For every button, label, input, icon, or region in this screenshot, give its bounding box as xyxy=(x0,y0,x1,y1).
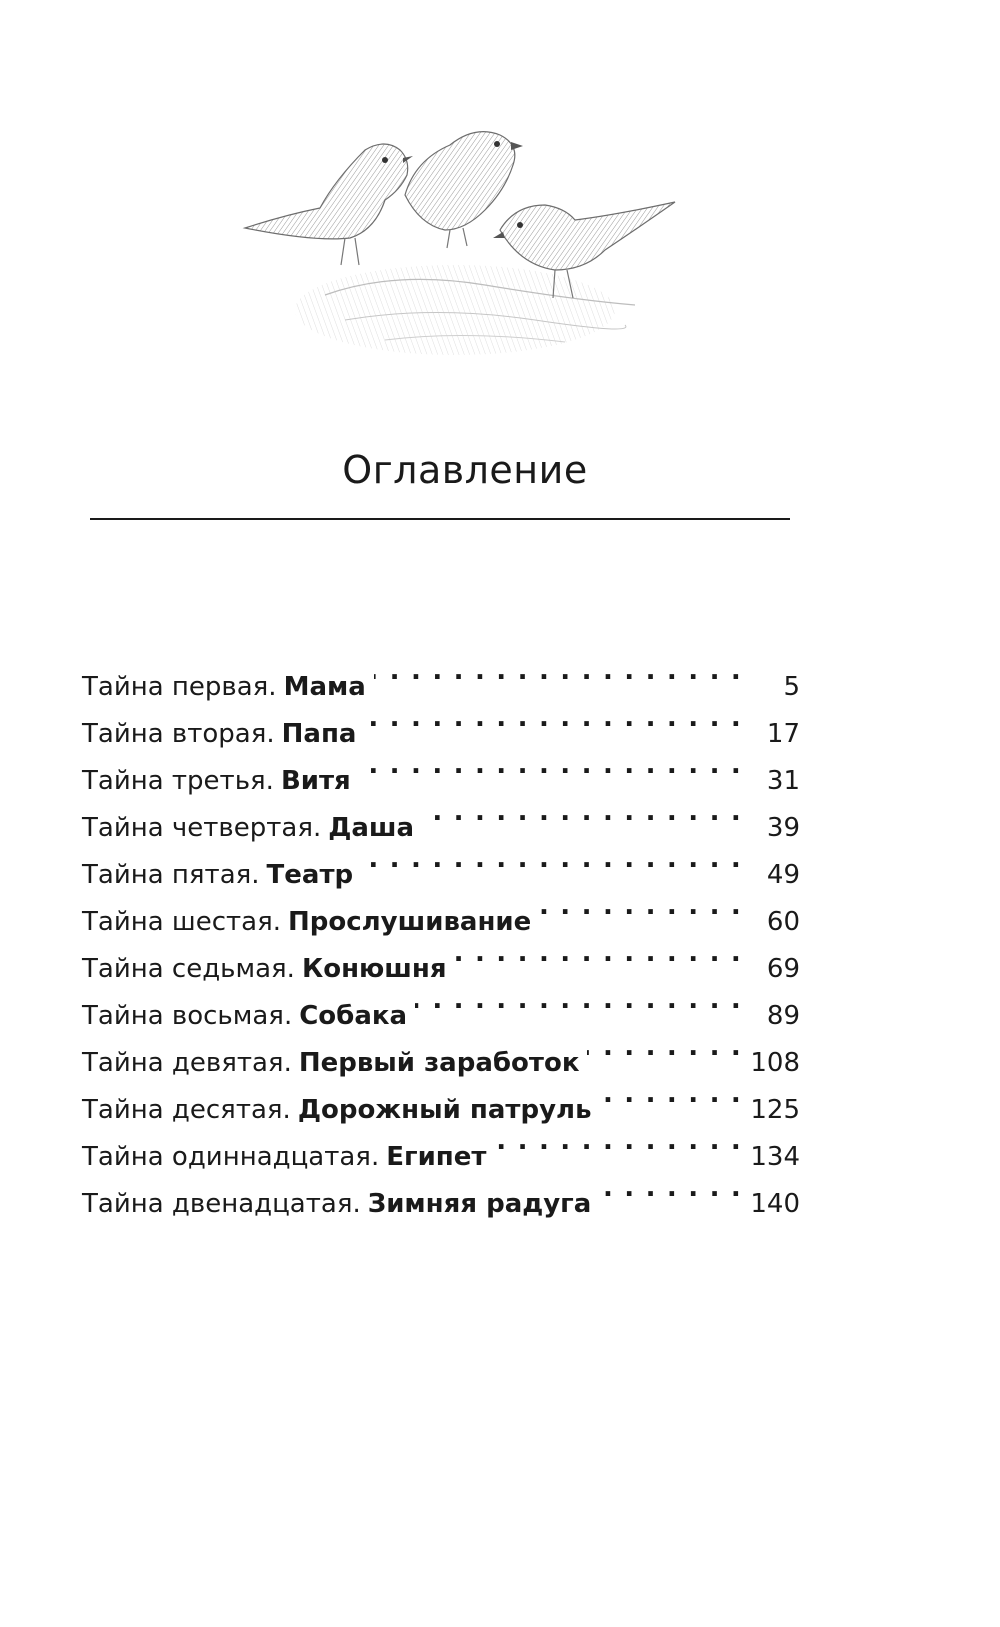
toc-entry-prefix: Тайна девятая. xyxy=(82,1048,292,1078)
toc-entry-page: 17 xyxy=(766,719,800,749)
toc-entry-title: Египет xyxy=(386,1142,487,1172)
toc-entry-title: Папа xyxy=(281,719,357,749)
toc-entry-page: 31 xyxy=(766,766,800,796)
toc-entry-prefix: Тайна десятая. xyxy=(82,1095,291,1125)
toc-entry-title: Мама xyxy=(283,672,366,702)
toc-entry-prefix: Тайна третья. xyxy=(82,766,274,796)
toc-entry-title: Дорожный патруль xyxy=(297,1095,592,1125)
toc-entry-page: 89 xyxy=(766,1001,800,1031)
toc-entry-title: Даша xyxy=(328,813,415,843)
toc-dot-leader xyxy=(599,1165,742,1212)
toc-entry-title: Прослушивание xyxy=(287,907,532,937)
toc-entry-prefix: Тайна одиннадцатая. xyxy=(82,1142,380,1172)
toc-entry-prefix: Тайна двенадцатая. xyxy=(82,1189,361,1219)
toc-entry-prefix: Тайна пятая. xyxy=(82,860,260,890)
toc-entry-title: Конюшня xyxy=(301,954,447,984)
toc-entry-title: Витя xyxy=(280,766,351,796)
toc-dot-leader xyxy=(422,789,742,836)
toc-entry-page: 69 xyxy=(766,954,800,984)
toc-dot-leader xyxy=(374,648,742,695)
toc-entry-page: 140 xyxy=(750,1189,800,1219)
toc-dot-leader xyxy=(359,742,742,789)
page-title: Оглавление xyxy=(342,448,588,492)
toc-entry-prefix: Тайна шестая. xyxy=(82,907,281,937)
toc-entry-title: Первый заработок xyxy=(298,1048,580,1078)
toc-dot-leader xyxy=(539,883,742,930)
toc-entry-page: 134 xyxy=(750,1142,800,1172)
toc-entry-page: 60 xyxy=(766,907,800,937)
toc-dot-leader xyxy=(494,1118,742,1165)
toc-entry-page: 49 xyxy=(766,860,800,890)
toc-entry-title: Собака xyxy=(299,1001,408,1031)
toc-entry-page: 125 xyxy=(750,1095,800,1125)
toc-dot-leader xyxy=(455,930,742,977)
toc-entry-title: Театр xyxy=(266,860,354,890)
toc-entry-prefix: Тайна седьмая. xyxy=(82,954,295,984)
toc-entry[interactable] xyxy=(82,648,800,702)
toc-dot-leader xyxy=(361,836,742,883)
toc-entry-page: 5 xyxy=(783,672,800,702)
title-divider xyxy=(90,518,790,520)
toc-dot-leader xyxy=(415,977,742,1024)
table-of-contents xyxy=(82,648,800,1219)
sparrows-pencil-drawing-icon xyxy=(235,120,705,375)
toc-dot-leader xyxy=(600,1071,742,1118)
toc-entry-page: 39 xyxy=(766,813,800,843)
toc-dot-leader xyxy=(587,1024,742,1071)
toc-entry-prefix: Тайна первая. xyxy=(82,672,277,702)
toc-dot-leader xyxy=(364,695,742,742)
toc-entry-page: 108 xyxy=(750,1048,800,1078)
toc-entry-title: Зимняя радуга xyxy=(367,1189,592,1219)
toc-entry-prefix: Тайна четвертая. xyxy=(82,813,322,843)
toc-entry-prefix: Тайна вторая. xyxy=(82,719,275,749)
toc-entry-prefix: Тайна восьмая. xyxy=(82,1001,293,1031)
